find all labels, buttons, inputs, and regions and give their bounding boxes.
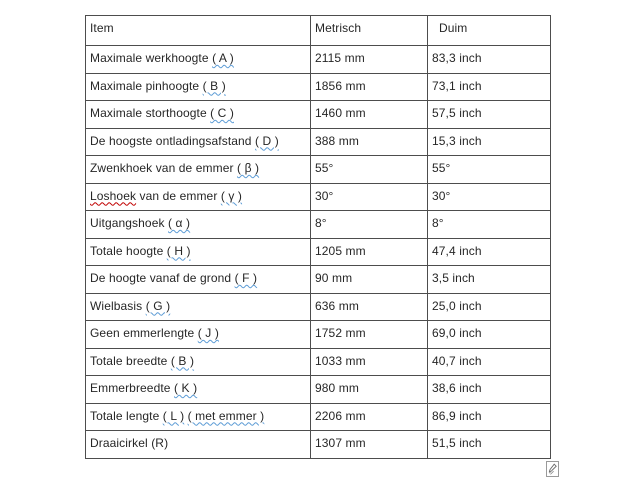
table-row bbox=[86, 266, 551, 294]
table-row bbox=[86, 431, 551, 459]
item-cell[interactable] bbox=[86, 266, 311, 294]
item-text: Wielbasis bbox=[90, 298, 146, 313]
inch-value-cell[interactable]: 55° bbox=[428, 156, 551, 184]
inch-value-cell[interactable]: 15,3 inch bbox=[428, 128, 551, 156]
grammar-flagged-text: ( L ) bbox=[162, 408, 185, 423]
metric-value-cell[interactable]: 980 mm bbox=[311, 376, 428, 404]
item-cell[interactable] bbox=[86, 348, 311, 376]
table-row bbox=[86, 376, 551, 404]
item-cell[interactable] bbox=[86, 321, 311, 349]
inch-value-cell[interactable]: 40,7 inch bbox=[428, 348, 551, 376]
pencil-resize-handle-icon bbox=[547, 462, 558, 476]
table-row bbox=[86, 46, 551, 74]
metric-value-cell[interactable]: 30° bbox=[311, 183, 428, 211]
inch-value-cell[interactable]: 86,9 inch bbox=[428, 403, 551, 431]
table-row bbox=[86, 211, 551, 239]
metric-value-cell[interactable]: 1752 mm bbox=[311, 321, 428, 349]
grammar-flagged-text: ( α ) bbox=[168, 216, 191, 230]
metric-value-cell[interactable]: 388 mm bbox=[311, 128, 428, 156]
table-header-row bbox=[86, 16, 551, 46]
item-text: De hoogte vanaf de grond bbox=[90, 271, 235, 285]
item-text: Draaicirkel (R) bbox=[90, 436, 169, 450]
table-row bbox=[86, 238, 551, 266]
item-cell[interactable] bbox=[86, 183, 311, 211]
item-text: Totale breedte bbox=[90, 353, 171, 368]
item-text: Geen emmerlengte bbox=[90, 326, 198, 340]
item-text: Maximale storthoogte bbox=[90, 106, 211, 120]
item-cell[interactable] bbox=[86, 293, 311, 321]
metric-value-cell[interactable]: 1205 mm bbox=[311, 238, 428, 266]
item-cell[interactable] bbox=[86, 211, 311, 239]
table-row bbox=[86, 403, 551, 431]
grammar-flagged-text: ( F ) bbox=[234, 271, 258, 285]
spec-table bbox=[85, 15, 551, 459]
grammar-flagged-text: ( J ) bbox=[197, 326, 219, 340]
grammar-flagged-text: ( γ ) bbox=[220, 188, 243, 203]
inch-value-cell[interactable]: 25,0 inch bbox=[428, 293, 551, 321]
grammar-flagged-text: ( C ) bbox=[210, 106, 234, 120]
table-resize-handle[interactable] bbox=[546, 461, 559, 477]
table-row bbox=[86, 101, 551, 129]
grammar-flagged-text: ( K ) bbox=[174, 381, 198, 395]
grammar-flagged-text: ( B ) bbox=[170, 353, 195, 368]
item-cell[interactable] bbox=[86, 101, 311, 129]
table-row bbox=[86, 128, 551, 156]
metric-value-cell[interactable]: 1460 mm bbox=[311, 101, 428, 129]
metric-value-cell[interactable]: 8° bbox=[311, 211, 428, 239]
table-row bbox=[86, 348, 551, 376]
inch-value-cell[interactable]: 30° bbox=[428, 183, 551, 211]
item-text: Maximale werkhoogte bbox=[90, 51, 213, 65]
item-text: Emmerbreedte bbox=[90, 381, 174, 395]
item-text: Maximale pinhoogte bbox=[90, 78, 203, 93]
grammar-flagged-text: ( B ) bbox=[202, 78, 226, 93]
inch-value-cell[interactable]: 47,4 inch bbox=[428, 238, 551, 266]
item-cell[interactable] bbox=[86, 128, 311, 156]
inch-value-cell[interactable]: 3,5 inch bbox=[428, 266, 551, 294]
grammar-flagged-text: ( A ) bbox=[212, 51, 234, 65]
item-cell[interactable] bbox=[86, 46, 311, 74]
inch-value-cell[interactable]: 57,5 inch bbox=[428, 101, 551, 129]
grammar-flagged-text: ( β ) bbox=[237, 161, 260, 175]
column-header-inch[interactable]: Duim bbox=[428, 16, 551, 46]
table-row bbox=[86, 156, 551, 184]
inch-value-cell[interactable]: 8° bbox=[428, 211, 551, 239]
metric-value-cell[interactable]: 636 mm bbox=[311, 293, 428, 321]
metric-value-cell[interactable]: 2206 mm bbox=[311, 403, 428, 431]
item-text: De hoogste ontladingsafstand bbox=[90, 133, 256, 148]
inch-value-cell[interactable]: 38,6 inch bbox=[428, 376, 551, 404]
item-cell[interactable] bbox=[86, 431, 311, 459]
item-text: Totale hoogte bbox=[90, 243, 167, 258]
grammar-flagged-text: ( D ) bbox=[255, 133, 279, 148]
column-header-item[interactable]: Item bbox=[86, 16, 311, 46]
table-row bbox=[86, 321, 551, 349]
inch-value-cell[interactable]: 73,1 inch bbox=[428, 73, 551, 101]
metric-value-cell[interactable]: 2115 mm bbox=[311, 46, 428, 74]
inch-value-cell[interactable]: 83,3 inch bbox=[428, 46, 551, 74]
item-text: Totale lengte bbox=[90, 408, 163, 423]
inch-value-cell[interactable]: 51,5 inch bbox=[428, 431, 551, 459]
metric-value-cell[interactable]: 90 mm bbox=[311, 266, 428, 294]
item-cell[interactable] bbox=[86, 156, 311, 184]
metric-value-cell[interactable]: 1033 mm bbox=[311, 348, 428, 376]
metric-value-cell[interactable]: 1307 mm bbox=[311, 431, 428, 459]
item-cell[interactable] bbox=[86, 238, 311, 266]
table-row bbox=[86, 73, 551, 101]
item-text: van de emmer bbox=[136, 188, 221, 203]
inch-value-cell[interactable]: 69,0 inch bbox=[428, 321, 551, 349]
metric-value-cell[interactable]: 1856 mm bbox=[311, 73, 428, 101]
item-cell[interactable] bbox=[86, 376, 311, 404]
item-cell[interactable] bbox=[86, 403, 311, 431]
grammar-flagged-text: ( H ) bbox=[166, 243, 191, 258]
item-text: Uitgangshoek bbox=[90, 216, 169, 230]
metric-value-cell[interactable]: 55° bbox=[311, 156, 428, 184]
grammar-flagged-text: ( met emmer ) bbox=[187, 408, 265, 423]
grammar-flagged-text: ( G ) bbox=[145, 298, 171, 313]
column-header-metric[interactable]: Metrisch bbox=[311, 16, 428, 46]
spellcheck-flagged-text: Loshoek bbox=[90, 188, 137, 203]
table-row bbox=[86, 293, 551, 321]
item-text: Zwenkhoek van de emmer bbox=[90, 161, 238, 175]
table-row bbox=[86, 183, 551, 211]
item-cell[interactable] bbox=[86, 73, 311, 101]
